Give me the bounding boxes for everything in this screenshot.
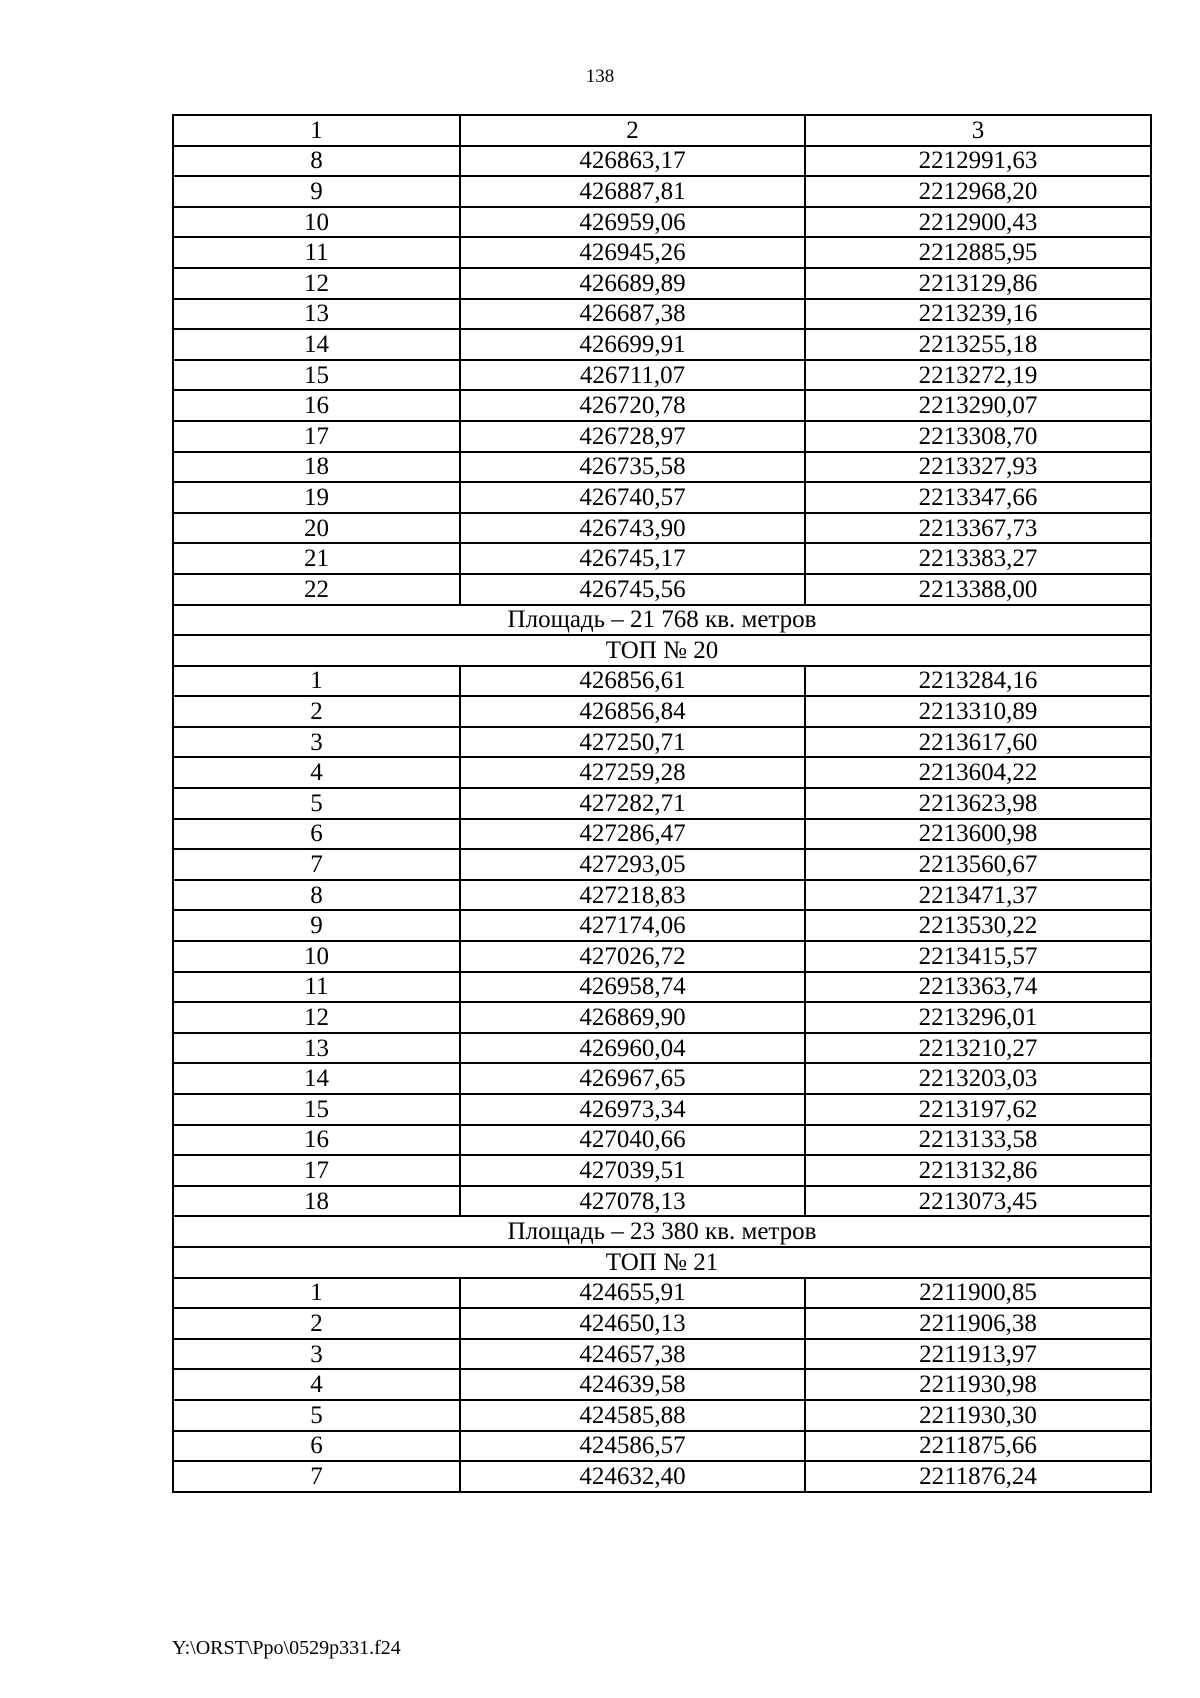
cell-x-coordinate: 426973,34 [460, 1094, 805, 1125]
cell-x-coordinate: 427078,13 [460, 1186, 805, 1217]
table-row [173, 666, 1151, 697]
cell-y-coordinate: 2213133,58 [805, 1125, 1151, 1156]
table-row [173, 360, 1151, 391]
cell-point-number: 7 [173, 849, 460, 880]
cell-x-coordinate: 426856,84 [460, 696, 805, 727]
cell-point-number: 5 [173, 788, 460, 819]
table-row [173, 1308, 1151, 1339]
cell-x-coordinate: 426687,38 [460, 299, 805, 330]
cell-y-coordinate: 2213255,18 [805, 329, 1151, 360]
table-row [173, 1186, 1151, 1217]
cell-y-coordinate: 2213210,27 [805, 1033, 1151, 1064]
cell-x-coordinate: 426887,81 [460, 176, 805, 207]
cell-x-coordinate: 426735,58 [460, 452, 805, 483]
cell-x-coordinate: 426960,04 [460, 1033, 805, 1064]
cell-point-number: 16 [173, 1125, 460, 1156]
cell-x-coordinate: 426869,90 [460, 1002, 805, 1033]
cell-point-number: 4 [173, 1369, 460, 1400]
table-row [173, 972, 1151, 1003]
cell-y-coordinate: 2211906,38 [805, 1308, 1151, 1339]
table-row [173, 941, 1151, 972]
section-label: Площадь – 21 768 кв. метров [173, 605, 1151, 636]
cell-x-coordinate: 427039,51 [460, 1155, 805, 1186]
cell-point-number: 11 [173, 972, 460, 1003]
cell-y-coordinate: 2213363,74 [805, 972, 1151, 1003]
cell-y-coordinate: 2213073,45 [805, 1186, 1151, 1217]
table-row [173, 757, 1151, 788]
cell-x-coordinate: 424585,88 [460, 1400, 805, 1431]
cell-y-coordinate: 2213310,89 [805, 696, 1151, 727]
cell-point-number: 20 [173, 513, 460, 544]
cell-y-coordinate: 2213296,01 [805, 1002, 1151, 1033]
cell-y-coordinate: 2212968,20 [805, 176, 1151, 207]
cell-point-number: 11 [173, 237, 460, 268]
cell-y-coordinate: 2211876,24 [805, 1461, 1151, 1492]
table-row [173, 1400, 1151, 1431]
cell-y-coordinate: 2213203,03 [805, 1063, 1151, 1094]
table-row [173, 1033, 1151, 1064]
cell-point-number: 7 [173, 1461, 460, 1492]
cell-point-number: 19 [173, 482, 460, 513]
table-row [173, 727, 1151, 758]
cell-point-number: 22 [173, 574, 460, 605]
table-row [173, 543, 1151, 574]
cell-x-coordinate: 427282,71 [460, 788, 805, 819]
cell-point-number: 3 [173, 727, 460, 758]
cell-x-coordinate: 424586,57 [460, 1431, 805, 1462]
cell-point-number: 14 [173, 1063, 460, 1094]
cell-y-coordinate: 2211900,85 [805, 1278, 1151, 1309]
cell-point-number: 2 [173, 1308, 460, 1339]
cell-x-coordinate: 424632,40 [460, 1461, 805, 1492]
cell-y-coordinate: 2211913,97 [805, 1339, 1151, 1370]
section-row [173, 1216, 1151, 1247]
table-row [173, 1002, 1151, 1033]
cell-y-coordinate: 2211930,98 [805, 1369, 1151, 1400]
cell-x-coordinate: 427026,72 [460, 941, 805, 972]
section-row [173, 1247, 1151, 1278]
cell-x-coordinate: 426728,97 [460, 421, 805, 452]
cell-point-number: 14 [173, 329, 460, 360]
file-path-footer: Y:\ORST\Ppo\0529p331.f24 [172, 1637, 401, 1659]
section-row [173, 635, 1151, 666]
table-row [173, 513, 1151, 544]
table-body [173, 115, 1151, 1492]
cell-point-number: 13 [173, 1033, 460, 1064]
cell-point-number: 3 [173, 1339, 460, 1370]
cell-point-number: 4 [173, 757, 460, 788]
cell-point-number: 15 [173, 1094, 460, 1125]
cell-point-number: 9 [173, 176, 460, 207]
table-row [173, 421, 1151, 452]
cell-x-coordinate: 424650,13 [460, 1308, 805, 1339]
cell-point-number: 17 [173, 1155, 460, 1186]
cell-point-number: 5 [173, 1400, 460, 1431]
cell-y-coordinate: 2213327,93 [805, 452, 1151, 483]
cell-point-number: 10 [173, 941, 460, 972]
cell-x-coordinate: 426711,07 [460, 360, 805, 391]
cell-point-number: 8 [173, 146, 460, 177]
table-row [173, 574, 1151, 605]
cell-x-coordinate: 426959,06 [460, 207, 805, 238]
table-row [173, 207, 1151, 238]
cell-y-coordinate: 2213367,73 [805, 513, 1151, 544]
table-row [173, 1155, 1151, 1186]
cell-x-coordinate: 424639,58 [460, 1369, 805, 1400]
cell-x-coordinate: 426958,74 [460, 972, 805, 1003]
table-row [173, 237, 1151, 268]
cell-x-coordinate: 426720,78 [460, 390, 805, 421]
table-row [173, 1063, 1151, 1094]
table-row [173, 146, 1151, 177]
table-row [173, 1339, 1151, 1370]
table-row [173, 329, 1151, 360]
cell-point-number: 6 [173, 819, 460, 850]
cell-point-number: 9 [173, 910, 460, 941]
cell-x-coordinate: 424655,91 [460, 1278, 805, 1309]
cell-y-coordinate: 2211875,66 [805, 1431, 1151, 1462]
cell-x-coordinate: 427293,05 [460, 849, 805, 880]
table-row [173, 788, 1151, 819]
cell-y-coordinate: 2211930,30 [805, 1400, 1151, 1431]
cell-point-number: 1 [173, 1278, 460, 1309]
table-row [173, 390, 1151, 421]
cell-point-number: 1 [173, 666, 460, 697]
cell-x-coordinate: 426745,56 [460, 574, 805, 605]
cell-point-number: 16 [173, 390, 460, 421]
cell-y-coordinate: 2213284,16 [805, 666, 1151, 697]
table-row [173, 1369, 1151, 1400]
cell-point-number: 10 [173, 207, 460, 238]
cell-x-coordinate: 426740,57 [460, 482, 805, 513]
cell-x-coordinate: 427250,71 [460, 727, 805, 758]
cell-y-coordinate: 2212900,43 [805, 207, 1151, 238]
table-row [173, 268, 1151, 299]
header-cell-y: 3 [805, 115, 1151, 146]
cell-x-coordinate: 427040,66 [460, 1125, 805, 1156]
cell-point-number: 18 [173, 1186, 460, 1217]
section-row [173, 605, 1151, 636]
section-label: ТОП № 20 [173, 635, 1151, 666]
table-row [173, 176, 1151, 207]
cell-y-coordinate: 2213604,22 [805, 757, 1151, 788]
table-row [173, 819, 1151, 850]
table-row [173, 849, 1151, 880]
table-row [173, 1278, 1151, 1309]
cell-point-number: 15 [173, 360, 460, 391]
cell-y-coordinate: 2213383,27 [805, 543, 1151, 574]
cell-x-coordinate: 426863,17 [460, 146, 805, 177]
cell-x-coordinate: 427174,06 [460, 910, 805, 941]
cell-y-coordinate: 2213530,22 [805, 910, 1151, 941]
table-row [173, 1431, 1151, 1462]
cell-y-coordinate: 2213623,98 [805, 788, 1151, 819]
section-label: ТОП № 21 [173, 1247, 1151, 1278]
cell-x-coordinate: 427259,28 [460, 757, 805, 788]
cell-y-coordinate: 2212885,95 [805, 237, 1151, 268]
table-row [173, 299, 1151, 330]
cell-y-coordinate: 2213471,37 [805, 880, 1151, 911]
header-cell-point: 1 [173, 115, 460, 146]
table-row [173, 696, 1151, 727]
table-row [173, 482, 1151, 513]
cell-y-coordinate: 2213388,00 [805, 574, 1151, 605]
cell-point-number: 12 [173, 268, 460, 299]
table-row [173, 1094, 1151, 1125]
cell-point-number: 2 [173, 696, 460, 727]
table-row [173, 910, 1151, 941]
section-label: Площадь – 23 380 кв. метров [173, 1216, 1151, 1247]
cell-x-coordinate: 427218,83 [460, 880, 805, 911]
cell-y-coordinate: 2213132,86 [805, 1155, 1151, 1186]
cell-x-coordinate: 424657,38 [460, 1339, 805, 1370]
table-row [173, 452, 1151, 483]
table-header-row [173, 115, 1151, 146]
cell-x-coordinate: 426967,65 [460, 1063, 805, 1094]
cell-y-coordinate: 2213239,16 [805, 299, 1151, 330]
cell-y-coordinate: 2213272,19 [805, 360, 1151, 391]
cell-x-coordinate: 426745,17 [460, 543, 805, 574]
cell-point-number: 8 [173, 880, 460, 911]
cell-point-number: 21 [173, 543, 460, 574]
cell-x-coordinate: 426743,90 [460, 513, 805, 544]
cell-point-number: 12 [173, 1002, 460, 1033]
page-number: 138 [585, 66, 615, 87]
cell-point-number: 6 [173, 1431, 460, 1462]
cell-point-number: 17 [173, 421, 460, 452]
cell-y-coordinate: 2213197,62 [805, 1094, 1151, 1125]
header-cell-x: 2 [460, 115, 805, 146]
table-row [173, 880, 1151, 911]
table-row [173, 1461, 1151, 1492]
table-row [173, 1125, 1151, 1156]
cell-y-coordinate: 2213415,57 [805, 941, 1151, 972]
cell-y-coordinate: 2213617,60 [805, 727, 1151, 758]
cell-point-number: 18 [173, 452, 460, 483]
cell-x-coordinate: 426699,91 [460, 329, 805, 360]
cell-x-coordinate: 427286,47 [460, 819, 805, 850]
cell-y-coordinate: 2213560,67 [805, 849, 1151, 880]
cell-y-coordinate: 2212991,63 [805, 146, 1151, 177]
cell-point-number: 13 [173, 299, 460, 330]
cell-y-coordinate: 2213308,70 [805, 421, 1151, 452]
cell-x-coordinate: 426945,26 [460, 237, 805, 268]
cell-x-coordinate: 426689,89 [460, 268, 805, 299]
cell-x-coordinate: 426856,61 [460, 666, 805, 697]
cell-y-coordinate: 2213129,86 [805, 268, 1151, 299]
cell-y-coordinate: 2213290,07 [805, 390, 1151, 421]
cell-y-coordinate: 2213347,66 [805, 482, 1151, 513]
coordinates-table [172, 114, 1152, 1493]
cell-y-coordinate: 2213600,98 [805, 819, 1151, 850]
